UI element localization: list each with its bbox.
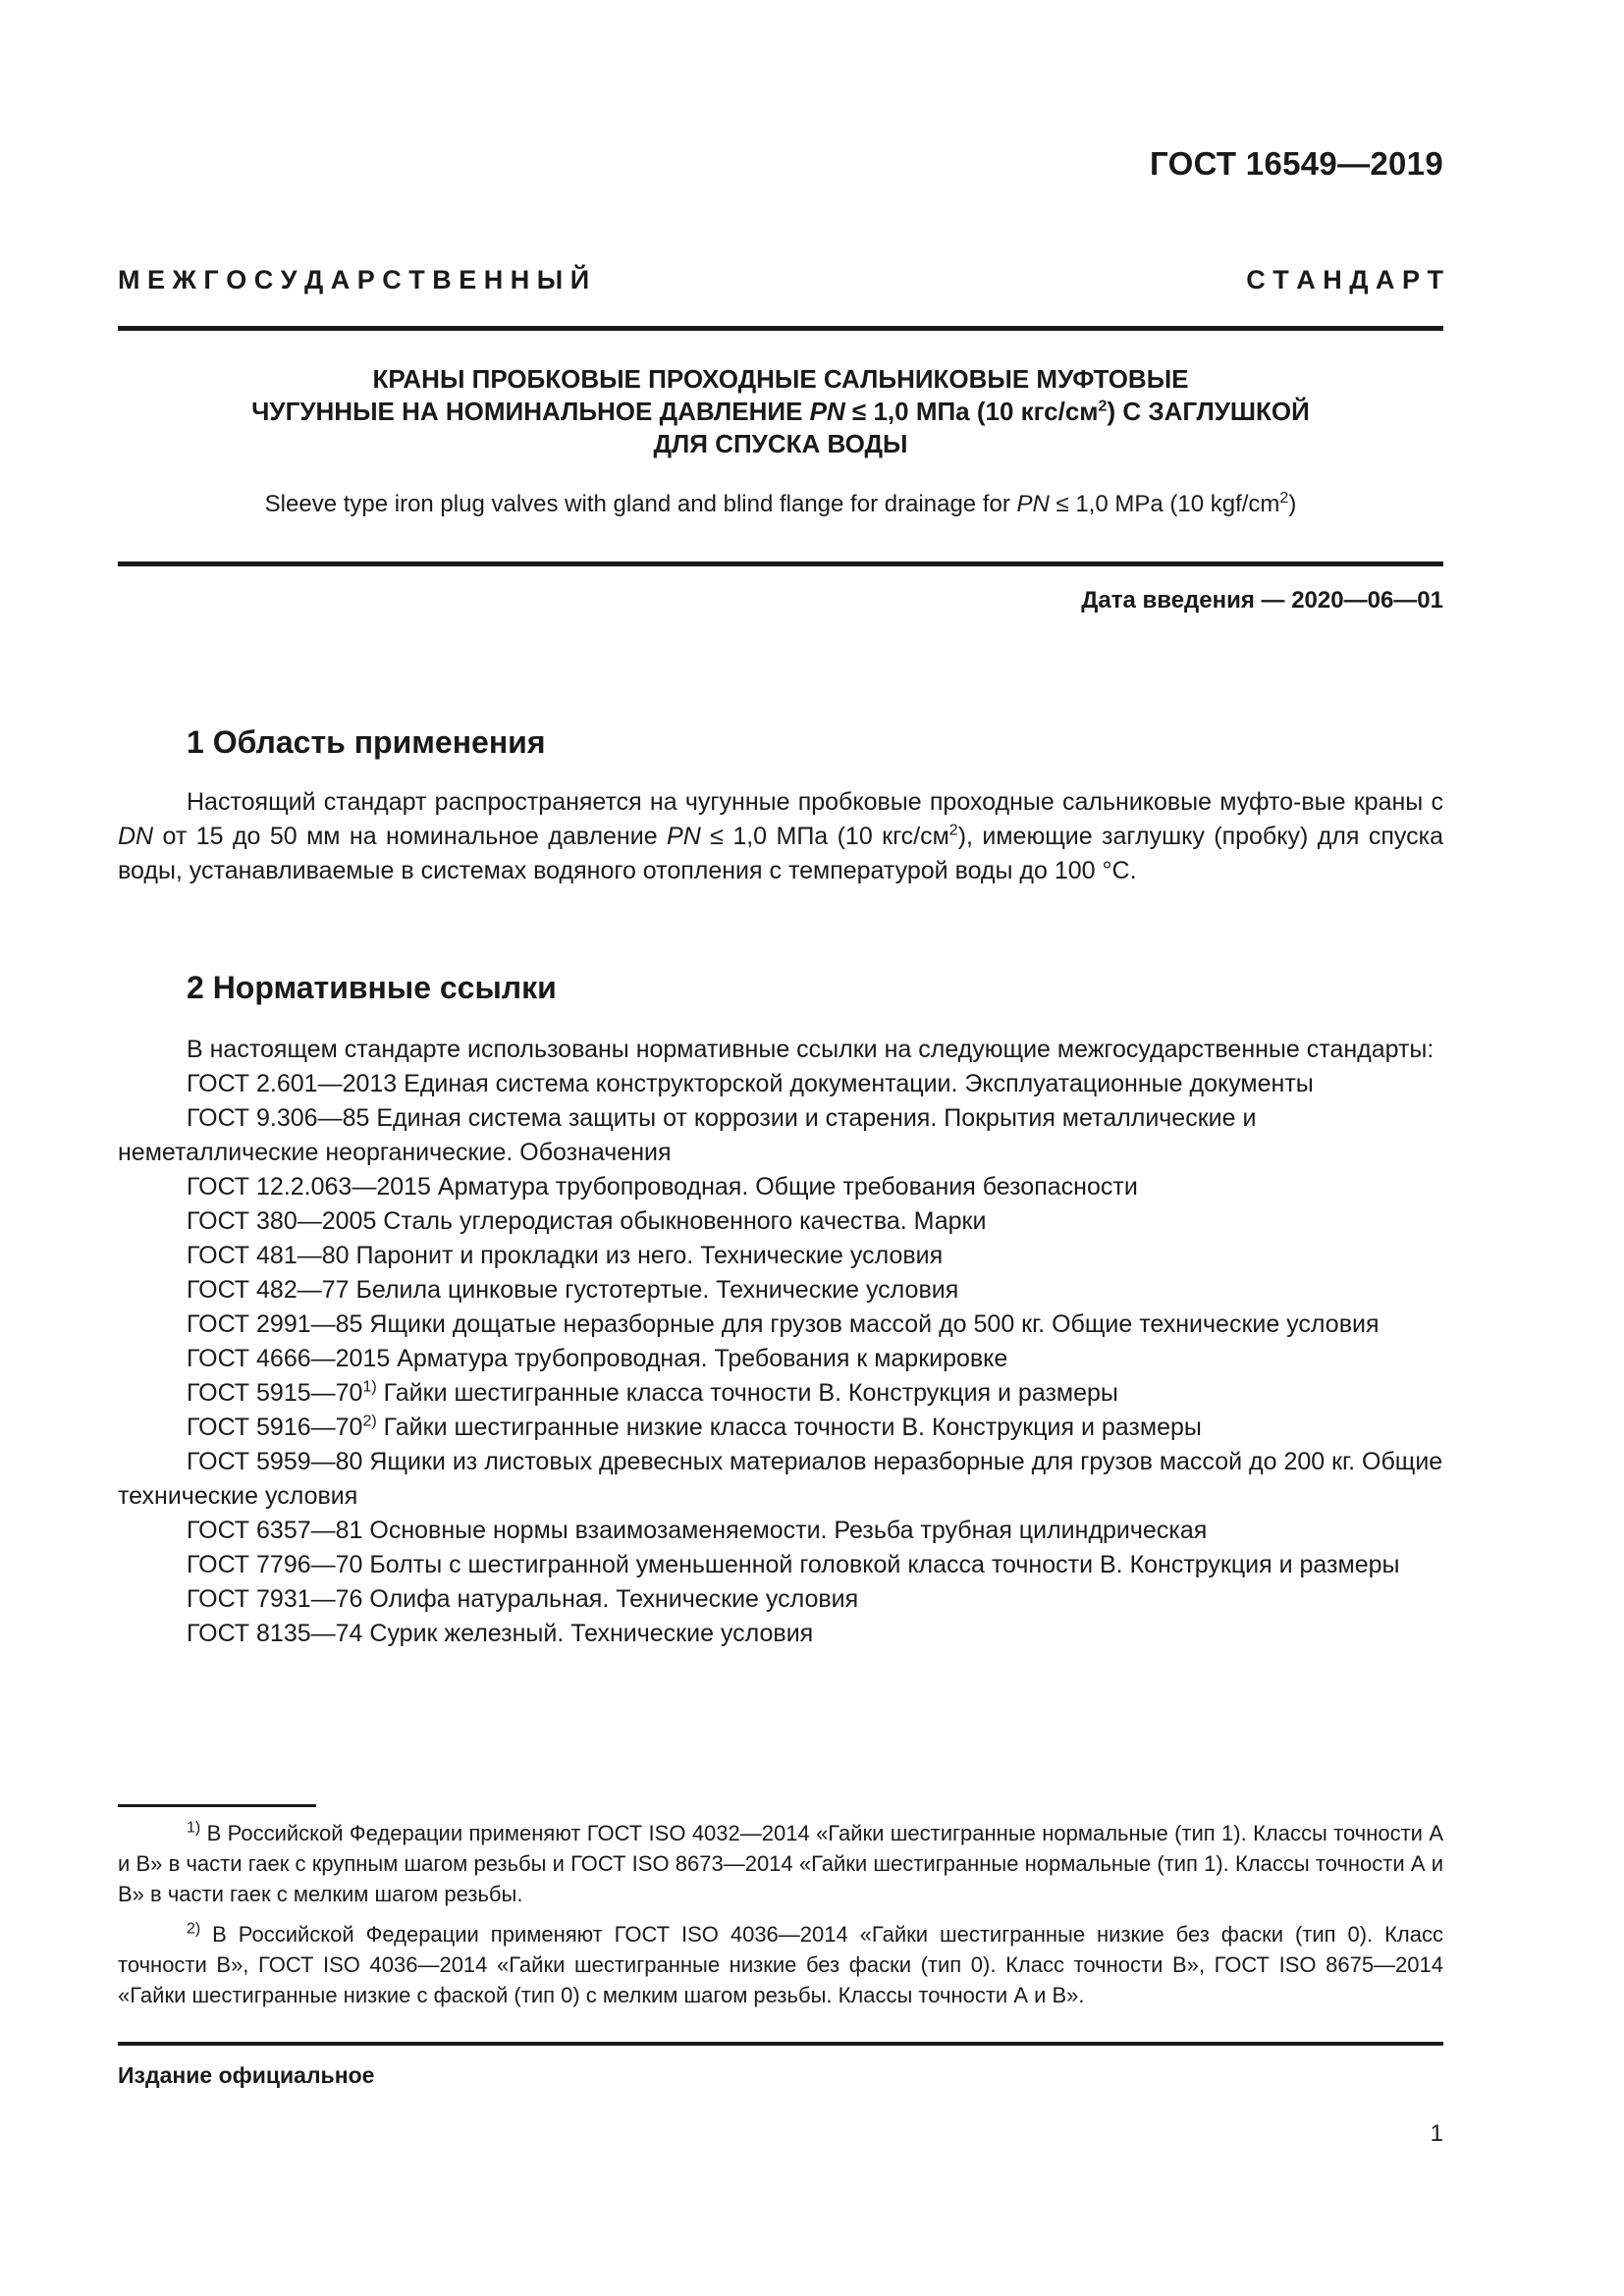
footnote-number: 2) — [187, 1920, 201, 1938]
reference-title: Арматура трубопроводная. Общие требования безопасности — [430, 1173, 1138, 1201]
title-russian — [118, 363, 1443, 460]
title-line-2: ЧУГУННЫЕ НА НОМИНАЛЬНОЕ ДАВЛЕНИЕ PN ≤ 1,0 МПа (10 кгс/$см^2$) С ЗАГЛУШКОЙ — [251, 397, 1310, 426]
banner-word-interstate: М Е Ж Г О С У Д А Р С Т В Е Н Н Ы Й — [118, 265, 590, 294]
footnote-text: В Российской Федерации применяют ГОСТ ISO 4036—2014 «Гайки шестигранные низкие без фаски (тип 0). Класс точности В», ГОСТ ISO 4036—2014 «Гайки шестигранные низкие без фаски (тип 0). Класс точности В», ГОСТ ISO 8675—2014 «Гайки шестигранные низкие с фаской (тип 0) с мелким шагом резьбы. Классы точности А и В». — [118, 1922, 1443, 2007]
reference-title: Гайки шестигранные класса точности В. Конструкция и размеры — [376, 1379, 1118, 1407]
footnote-separator — [118, 1804, 316, 1807]
reference-title: Сталь углеродистая обыкновенного качества. Марки — [376, 1207, 987, 1235]
reference-code: ГОСТ 2991—85 — [187, 1310, 363, 1338]
footnote-text: В Российской Федерации применяют ГОСТ ISO 4032—2014 «Гайки шестигранные нормальные (тип 1). Классы точности А и В» в части гаек с крупным шагом резьбы и ГОСТ ISO 8673—2014 «Гайки шестигранные нормальные (тип 1). Классы точности А и В» в части гаек с мелким шагом резьбы. — [118, 1821, 1443, 1906]
reference-item — [118, 1342, 1443, 1376]
reference-title: Паронит и прокладки из него. Технические условия — [349, 1242, 944, 1269]
reference-item — [118, 1514, 1443, 1548]
reference-item — [118, 1308, 1443, 1342]
reference-title: Сурик железный. Технические условия — [362, 1620, 814, 1647]
reference-title: Основные нормы взаимозаменяемости. Резьба трубная цилиндрическая — [362, 1517, 1208, 1544]
reference-title: Ящики дощатые неразборные для грузов массой до 500 кг. Общие технические условия — [362, 1310, 1380, 1338]
reference-title: Единая система защиты от коррозии и старения. Покрытия металлические и неметаллические неорганические. Обозначения — [118, 1104, 1257, 1166]
standard-type-banner — [118, 265, 1443, 295]
reference-code: ГОСТ 4666—2015 — [187, 1345, 391, 1372]
reference-title: Арматура трубопроводная. Требования к маркировке — [390, 1345, 1008, 1372]
reference-title: Ящики из листовых древесных материалов неразборные для грузов массой до 200 кг. Общие технические условия — [118, 1448, 1443, 1510]
reference-item — [118, 1617, 1443, 1651]
reference-item — [118, 1582, 1443, 1617]
section-2-heading: 2 Нормативные ссылки — [187, 970, 557, 1005]
reference-title: Белила цинковые густотертые. Технические условия — [349, 1276, 959, 1304]
reference-code: ГОСТ 380—2005 — [187, 1207, 377, 1235]
reference-item — [118, 1273, 1443, 1308]
reference-item — [118, 1445, 1443, 1514]
reference-code: ГОСТ 9.306—85 — [187, 1104, 370, 1132]
section-2-body — [118, 1033, 1443, 1651]
bottom-rule — [118, 2042, 1443, 2046]
section-1-paragraph: Настоящий стандарт распространяется на чугунные пробковые проходные сальниковые муфто-вые краны с DN от 15 до 50 мм на номинальное давление PN ≤ 1,0 МПа (10 кгс/$см^2$), имеющие заглушку (пробку) для спуска воды, устанавливаемые в системах водяного отопления с температурой воды до 100 °С. — [118, 788, 1443, 884]
reference-title: Гайки шестигранные низкие класса точности В. Конструкция и размеры — [376, 1414, 1202, 1441]
reference-code: ГОСТ 7796—70 — [187, 1551, 363, 1578]
banner-word-standard: С Т А Н Д А Р Т — [1246, 265, 1443, 294]
footnotes — [118, 1818, 1443, 2020]
reference-code: ГОСТ 2.601—2013 — [187, 1070, 398, 1097]
reference-code: ГОСТ 8135—74 — [187, 1620, 363, 1647]
reference-title: Болты с шестигранной уменьшенной головкой класса точности В. Конструкция и размеры — [362, 1551, 1400, 1578]
section-1-heading: 1 Область применения — [187, 724, 546, 760]
references-list — [118, 1067, 1443, 1651]
reference-code: ГОСТ 5915—70 — [187, 1379, 363, 1407]
reference-item — [118, 1239, 1443, 1273]
title-line-1: КРАНЫ ПРОБКОВЫЕ ПРОХОДНЫЕ САЛЬНИКОВЫЕ МУФТОВЫЕ — [372, 364, 1189, 394]
reference-item — [118, 1204, 1443, 1239]
reference-item — [118, 1548, 1443, 1582]
footnote-item — [118, 1919, 1443, 2010]
reference-item — [118, 1376, 1443, 1411]
reference-title: Единая система конструкторской документации. Эксплуатационные документы — [397, 1070, 1314, 1097]
reference-item — [118, 1411, 1443, 1445]
title-english: Sleeve type iron plug valves with gland and blind flange for drainage for PN ≤ 1,0 MPa (10 kgf/$cm^2$) — [264, 490, 1297, 517]
footnote-mark: 2) — [362, 1413, 377, 1430]
footnote-mark: 1) — [362, 1378, 377, 1396]
reference-item — [118, 1101, 1443, 1170]
official-edition-label: Издание официальное — [118, 2062, 375, 2088]
document-number: ГОСТ 16549—2019 — [1150, 145, 1443, 182]
reference-code: ГОСТ 481—80 — [187, 1242, 350, 1269]
reference-item — [118, 1170, 1443, 1204]
reference-code: ГОСТ 482—77 — [187, 1276, 350, 1304]
reference-code: ГОСТ 5916—70 — [187, 1414, 363, 1441]
reference-title: Олифа натуральная. Технические условия — [362, 1585, 859, 1613]
reference-code: ГОСТ 7931—76 — [187, 1585, 363, 1613]
title-line-3: ДЛЯ СПУСКА ВОДЫ — [653, 429, 908, 458]
footnote-number: 1) — [187, 1819, 201, 1837]
introduction-date: Дата введения — 2020—06—01 — [1081, 587, 1443, 614]
reference-item — [118, 1067, 1443, 1101]
page-number: 1 — [1430, 2120, 1443, 2147]
section-1-body — [118, 785, 1443, 888]
reference-code: ГОСТ 6357—81 — [187, 1517, 363, 1544]
reference-code: ГОСТ 12.2.063—2015 — [187, 1173, 431, 1201]
title-rule — [118, 561, 1443, 566]
top-rule — [118, 326, 1443, 331]
reference-code: ГОСТ 5959—80 — [187, 1448, 363, 1475]
footnote-item — [118, 1818, 1443, 1909]
section-2-intro: В настоящем стандарте использованы нормативные ссылки на следующие межгосударственные стандарты: — [187, 1036, 1435, 1063]
